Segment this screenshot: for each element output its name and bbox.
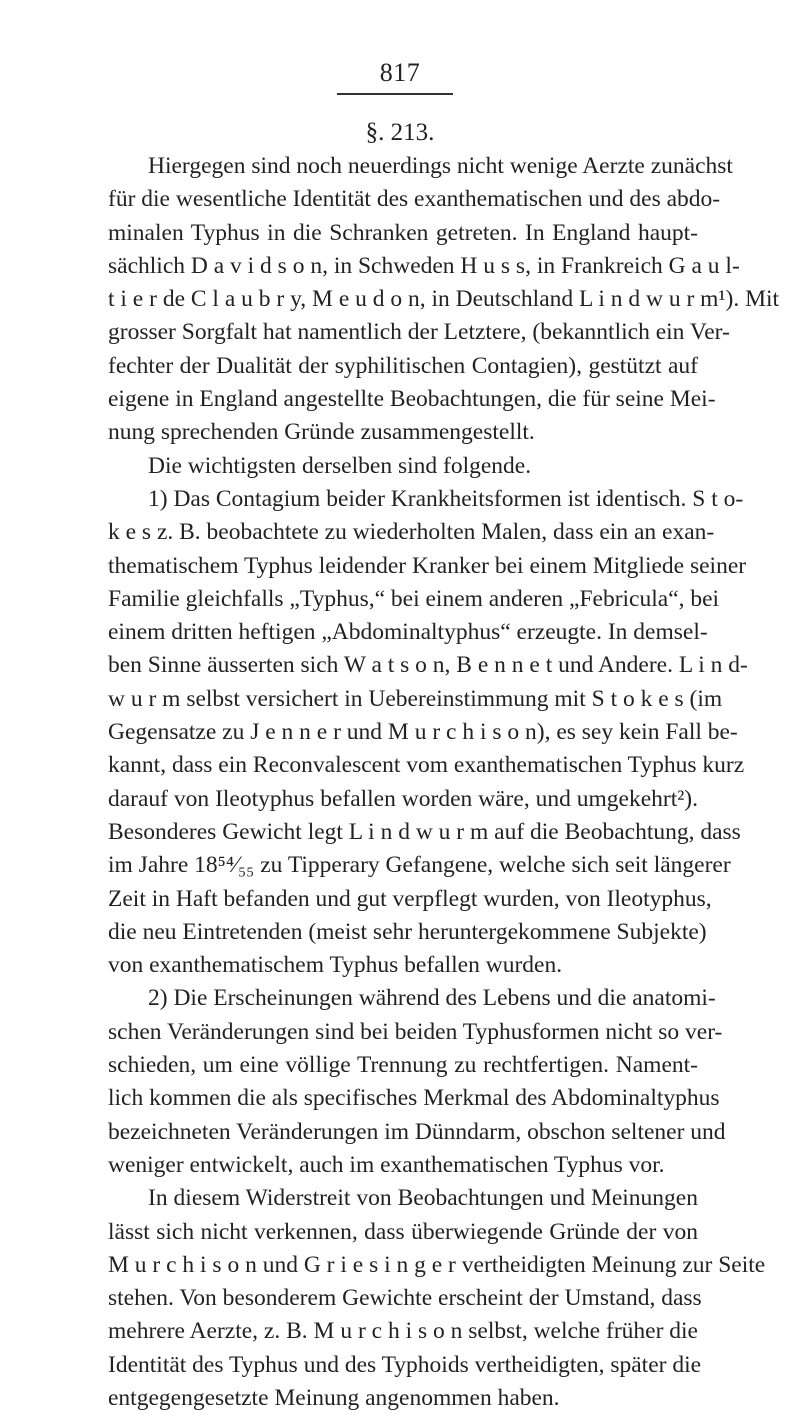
section-heading: §. 213. [365,119,435,146]
text-line: t i e r de C l a u b r y, M e u d o n, in Deutschland L i n d w u r m¹). Mit [108,286,780,313]
text-line: bezeichneten Veränderungen im Dünndarm, obschon seltener und [108,1118,726,1145]
paragraph [108,982,726,1182]
text-line: lich kommen die als specifisches Merkmal des Abdominaltyphus [108,1085,720,1112]
text-line: Hiergegen sind noch neuerdings nicht wenige Aerzte zunächst [148,153,733,179]
text-line: 1) Das Contagium beider Krankheitsformen ist identisch. S t o- [148,485,744,512]
text-line: M u r c h i s o n und G r i e s i n g e r vertheidigten Meinung zur Seite [108,1251,766,1278]
text-line: schen Veränderungen sind bei beiden Typhusformen nicht so ver- [108,1018,723,1045]
text-line: nung sprechenden Gründe zusammengestellt. [108,419,535,446]
body-text [108,150,780,1415]
text-line: weniger entwickelt, auch im exanthematischen Typhus vor. [108,1151,665,1178]
text-line: stehen. Von besonderem Gewichte erscheint der Umstand, dass [108,1285,702,1312]
text-line: k e s z. B. beobachtete zu wiederholten Malen, dass ein an exan- [108,519,715,546]
text-line: schieden, um eine völlige Trennung zu rechtfertigen. Nament- [108,1052,698,1079]
text-line: fechter der Dualität der syphilitischen Contagien), gestützt auf [108,352,698,379]
text-line: mehrere Aerzte, z. B. M u r c h i s o n selbst, welche früher die [108,1318,698,1345]
text-line: grosser Sorgfalt hat namentlich der Letztere, (bekanntlich ein Ver- [108,319,730,346]
text-line: lässt sich nicht verkennen, dass überwiegende Gründe der von [108,1218,698,1245]
text-line: eigene in England angestellte Beobachtungen, die für seine Mei- [108,386,716,413]
text-line: In diesem Widerstreit von Beobachtungen und Meinungen [148,1185,698,1212]
text-line: kannt, dass ein Reconvalescent vom exanthematischen Typhus kurz [108,752,745,779]
text-line: einem dritten heftigen „Abdominaltyphus“ erzeugte. In demsel- [108,619,708,646]
text-line: darauf von Ileotyphus befallen worden wäre, und umgekehrt²). [108,785,698,812]
paragraph [108,1182,766,1415]
text-line: minalen Typhus in die Schranken getreten. In England haupt- [108,219,698,246]
text-line: w u r m selbst versichert in Uebereinstimmung mit S t o k e s (im [108,685,723,712]
text-line: thematischem Typhus leidender Kranker bei einem Mitgliede seiner [108,552,747,579]
paragraph [108,150,780,450]
text-line: Familie gleichfalls „Typhus,“ bei einem anderen „Febricula“, bei [108,585,720,612]
text-line: Zeit in Haft befanden und gut verpflegt wurden, von Ileotyphus, [108,885,712,912]
text-line: Besonderes Gewicht legt L i n d w u r m auf die Beobachtung, dass [108,818,741,845]
text-line: Gegensatze zu J e n n e r und M u r c h i s o n), es sey kein Fall be- [108,719,738,746]
text-line: 2) Die Erscheinungen während des Lebens und die anatomi- [148,985,716,1012]
text-line: im Jahre 18⁵⁴⁄₅₅ zu Tipperary Gefangene, welche sich seit längerer [108,852,731,879]
text-line: Identität des Typhus und des Typhoids vertheidigten, später die [108,1351,702,1378]
page-number: 817 [379,58,421,87]
paragraph [108,450,698,483]
paragraph [108,483,748,982]
header-rule [337,93,453,95]
text-line: für die wesentliche Identität des exanthematischen und des abdo- [108,186,721,213]
text-line: ben Sinne äusserten sich W a t s o n, B e n n e t und Andere. L i n d- [108,652,748,679]
text-line: entgegengesetzte Meinung angenommen haben. [108,1384,560,1411]
text-line: Die wichtigsten derselben sind folgende. [148,452,532,479]
text-line: sächlich D a v i d s o n, in Schweden H u s s, in Frankreich G a u l- [108,252,740,279]
text-line: von exanthematischem Typhus befallen wurden. [108,952,563,979]
text-line: die neu Eintretenden (meist sehr heruntergekommene Subjekte) [108,918,707,945]
